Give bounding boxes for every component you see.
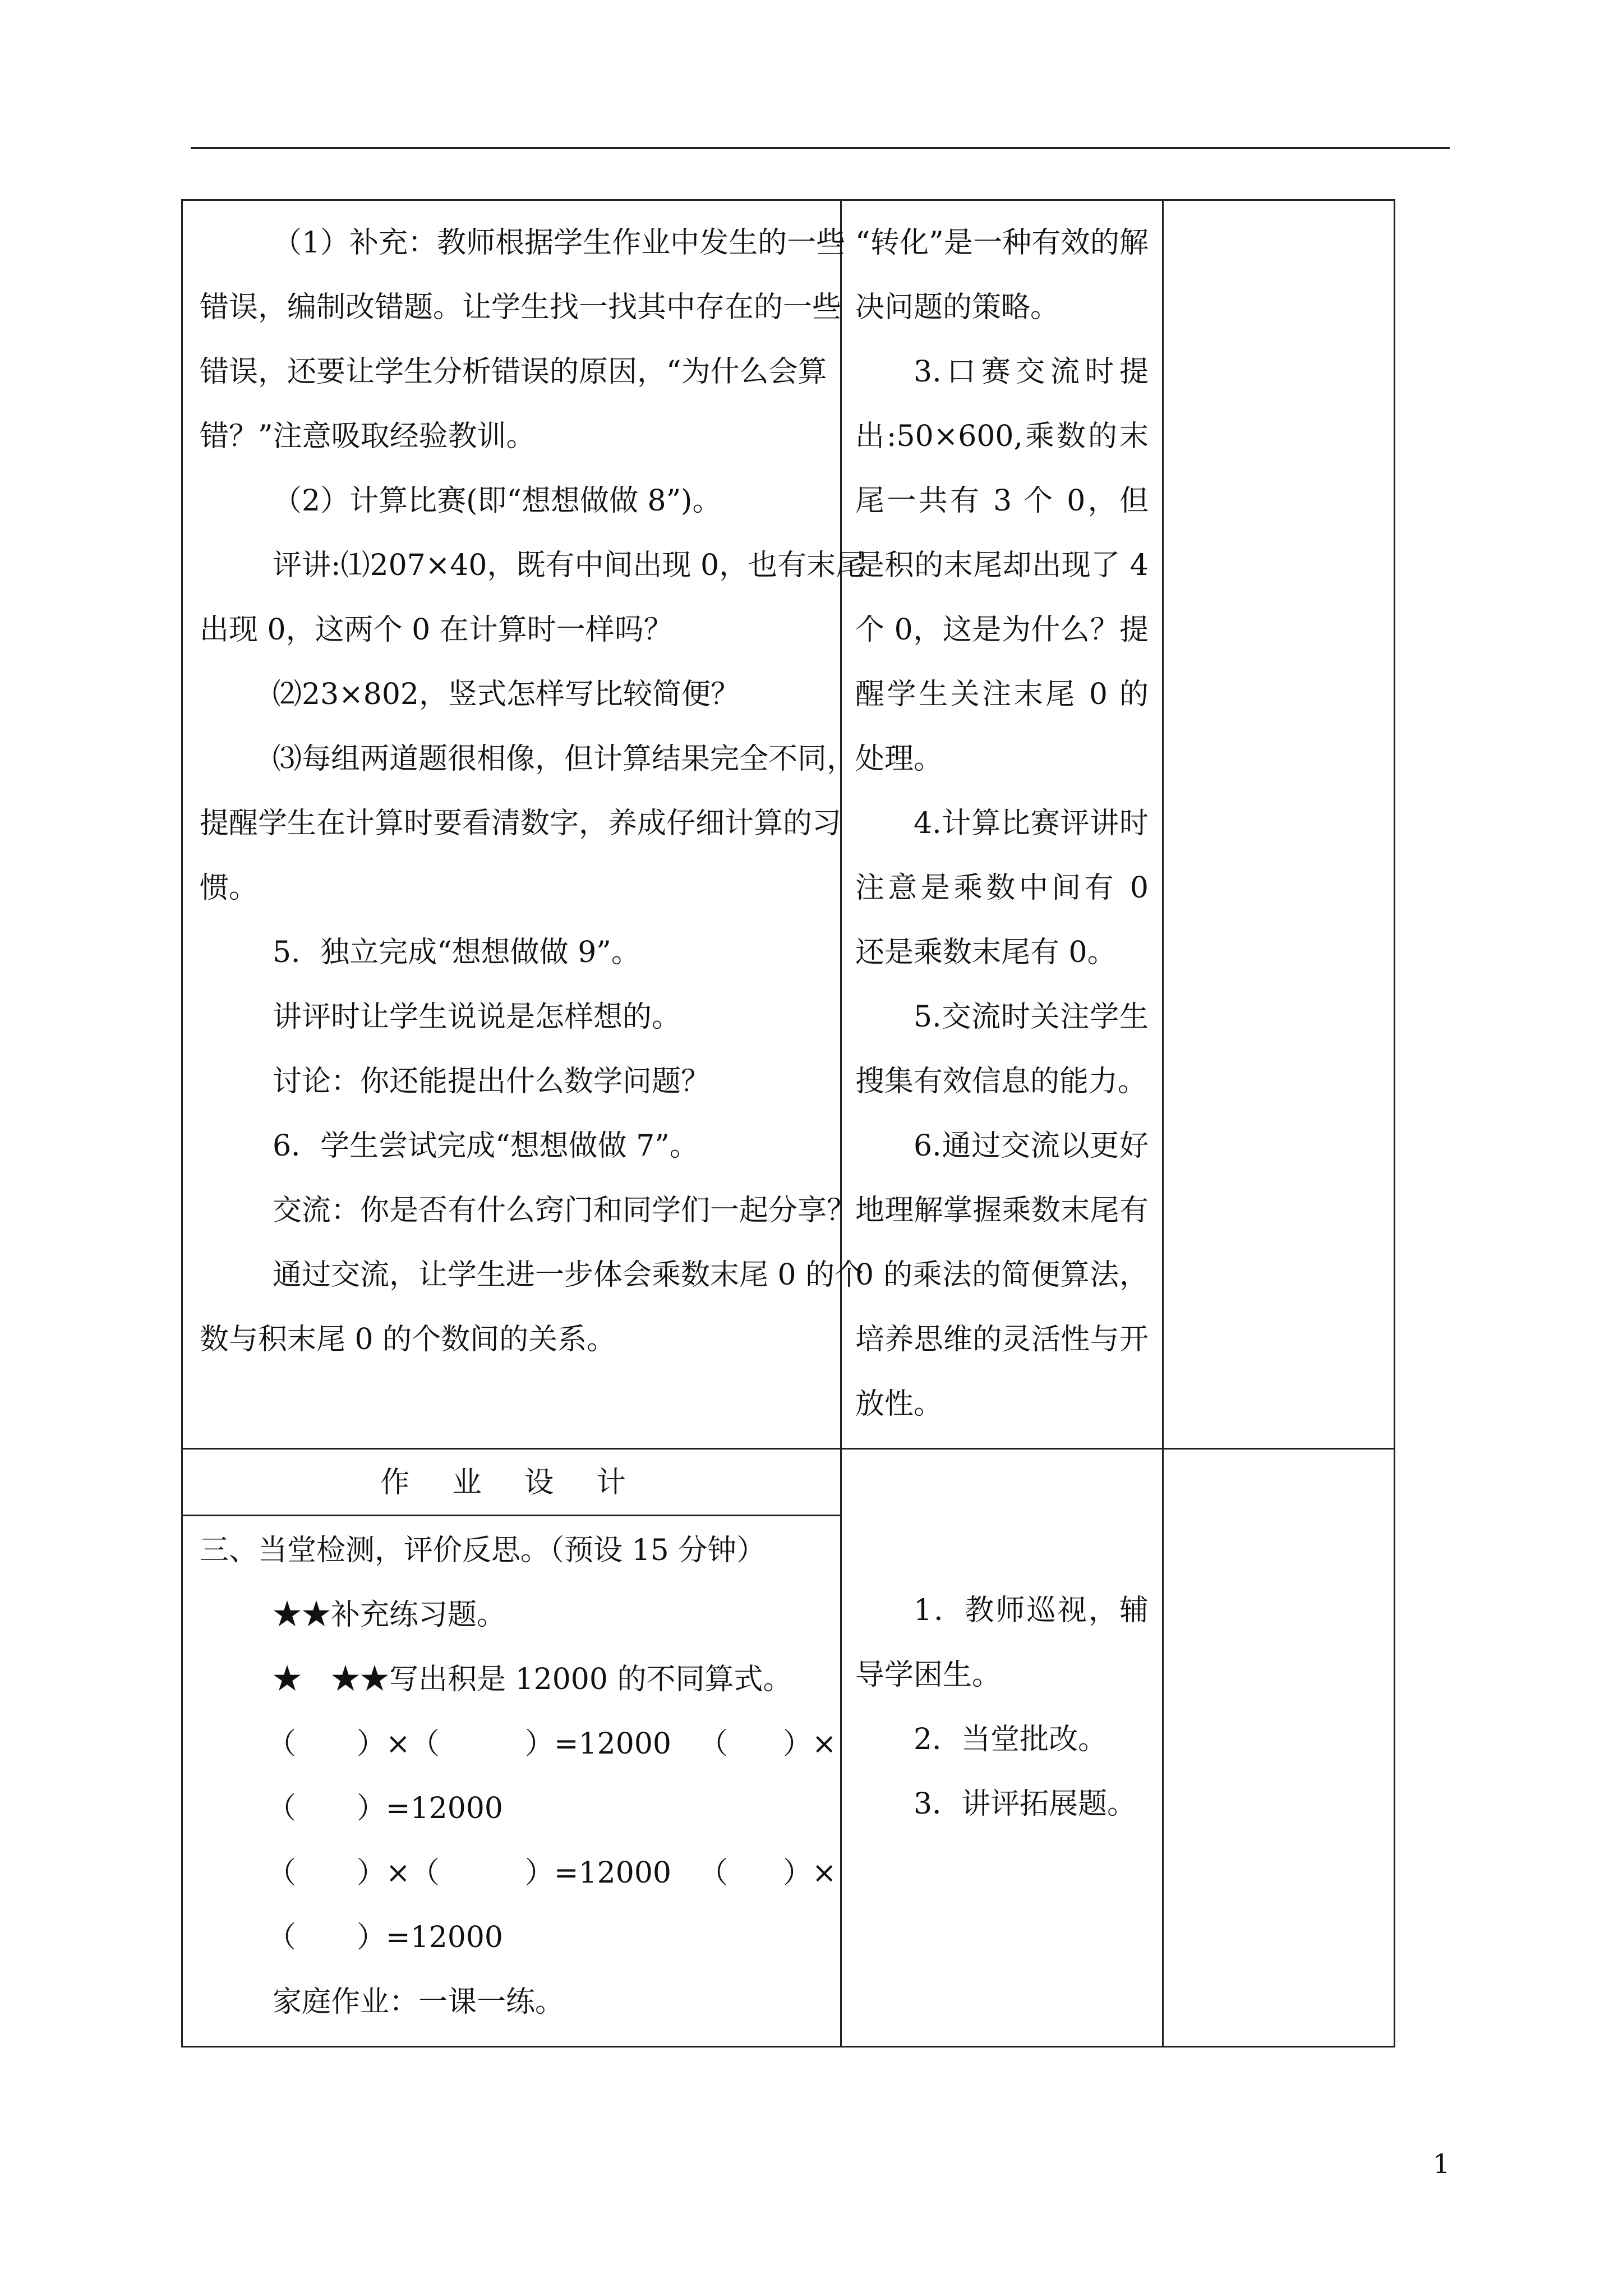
equation-row [200,1841,837,1906]
text-line: 错误，还要让学生分析错误的原因，“为什么会算 [200,355,827,389]
result: ）=12000 [525,1856,671,1890]
bracket: （ [699,1856,728,1890]
text-line: （1）补充：教师根据学生作业中发生的一些 [273,226,846,260]
bracket: （ [267,1727,297,1761]
equation-row [200,1906,823,1970]
header-rule [191,147,1450,149]
teaching-process-cell [182,200,865,1449]
text-line: 数与积末尾 0 的个数间的关系。 [200,1323,616,1356]
notes-cell [1163,1449,1395,2047]
text-line: （2）计算比赛(即“想想做做 8”)。 [273,484,722,518]
text-line: 错？”注意吸取经验教训。 [200,420,536,453]
exercise-item: ★★补充练习题。 [273,1598,506,1632]
design-intent-cell [841,200,1163,1449]
text-line: 讨论：你还能提出什么数学问题？ [273,1065,711,1098]
equation-row [200,1777,823,1841]
text-line: 提醒学生在计算时要看清数字，养成仔细计算的习 [200,807,842,840]
text-line: 评讲:⑴207×40，既有中间出现 0，也有末尾 [273,549,865,582]
intent-paragraph: 6.通过交流以更好地理解掌握乘数末尾有 0 的乘法的简便算法，培养思维的灵活性与开放性。 [855,1129,1149,1421]
operator: ）×（ [357,1856,440,1890]
homework-assignment: 家庭作业：一课一练。 [273,1985,565,2019]
bracket: （ [267,1792,297,1825]
page-number: 1 [1433,2148,1450,2180]
process-row [182,200,1395,1449]
notes-cell [1163,200,1395,1449]
section-title: 三、当堂检测，评价反思。（预设 15 分钟） [200,1534,766,1567]
teacher-action: 1．教师巡视，辅导学困生。 [855,1594,1149,1692]
text-line: 6．学生尝试完成“想想做做 7”。 [273,1129,699,1163]
homework-row [182,1449,1395,2047]
text-line: ⑶每组两道题很相像，但计算结果完全不同， [273,742,856,776]
intent-paragraph: 3.口赛交流时提出:50×600,乘数的末尾一共有 3 个 0，但是积的末尾却出现了 4 个 0，这是为什么？提醒学生关注末尾 0 的处理。 [855,355,1149,776]
lesson-plan-table [181,199,1395,2047]
text-line: 讲评时让学生说说是怎样想的。 [273,1000,681,1034]
intent-paragraph: “转化”是一种有效的解决问题的策略。 [855,226,1149,324]
equation-row [200,1712,837,1777]
bracket: （ [267,1856,297,1890]
text-line: 错误，编制改错题。让学生找一找其中存在的一些 [200,291,842,324]
text-line: 交流：你是否有什么窍门和同学们一起分享？ [273,1194,856,1227]
bracket: （ [699,1727,728,1761]
result: ）=12000 [357,1792,503,1825]
bracket: （ [267,1921,297,1954]
intent-paragraph: 4.计算比赛评讲时注意是乘数中间有 0 还是乘数末尾有 0。 [855,807,1149,969]
text-line: 通过交流，让学生进一步体会乘数末尾 0 的个 [273,1258,864,1292]
text-line: 出现 0，这两个 0 在计算时一样吗？ [200,613,673,647]
operator: ）× [783,1856,837,1890]
intent-paragraph: 5.交流时关注学生搜集有效信息的能力。 [855,1000,1149,1098]
result: ）=12000 [357,1921,503,1954]
teacher-action: 3．讲评拓展题。 [914,1787,1137,1821]
exercise-item: ★ ★★写出积是 12000 的不同算式。 [273,1663,792,1696]
homework-cell [182,1449,841,2047]
text-line: 惯。 [200,871,259,905]
operator: ）× [783,1727,837,1761]
homework-heading: 作 业 设 计 [183,1450,840,1516]
text-line: 5．独立完成“想想做做 9”。 [273,936,640,969]
teacher-action: 2．当堂批改。 [914,1723,1108,1756]
text-line: ⑵23×802，竖式怎样写比较简便？ [273,678,740,711]
teacher-actions-cell [841,1449,1163,2047]
result: ）=12000 [525,1727,671,1761]
operator: ）×（ [357,1727,440,1761]
